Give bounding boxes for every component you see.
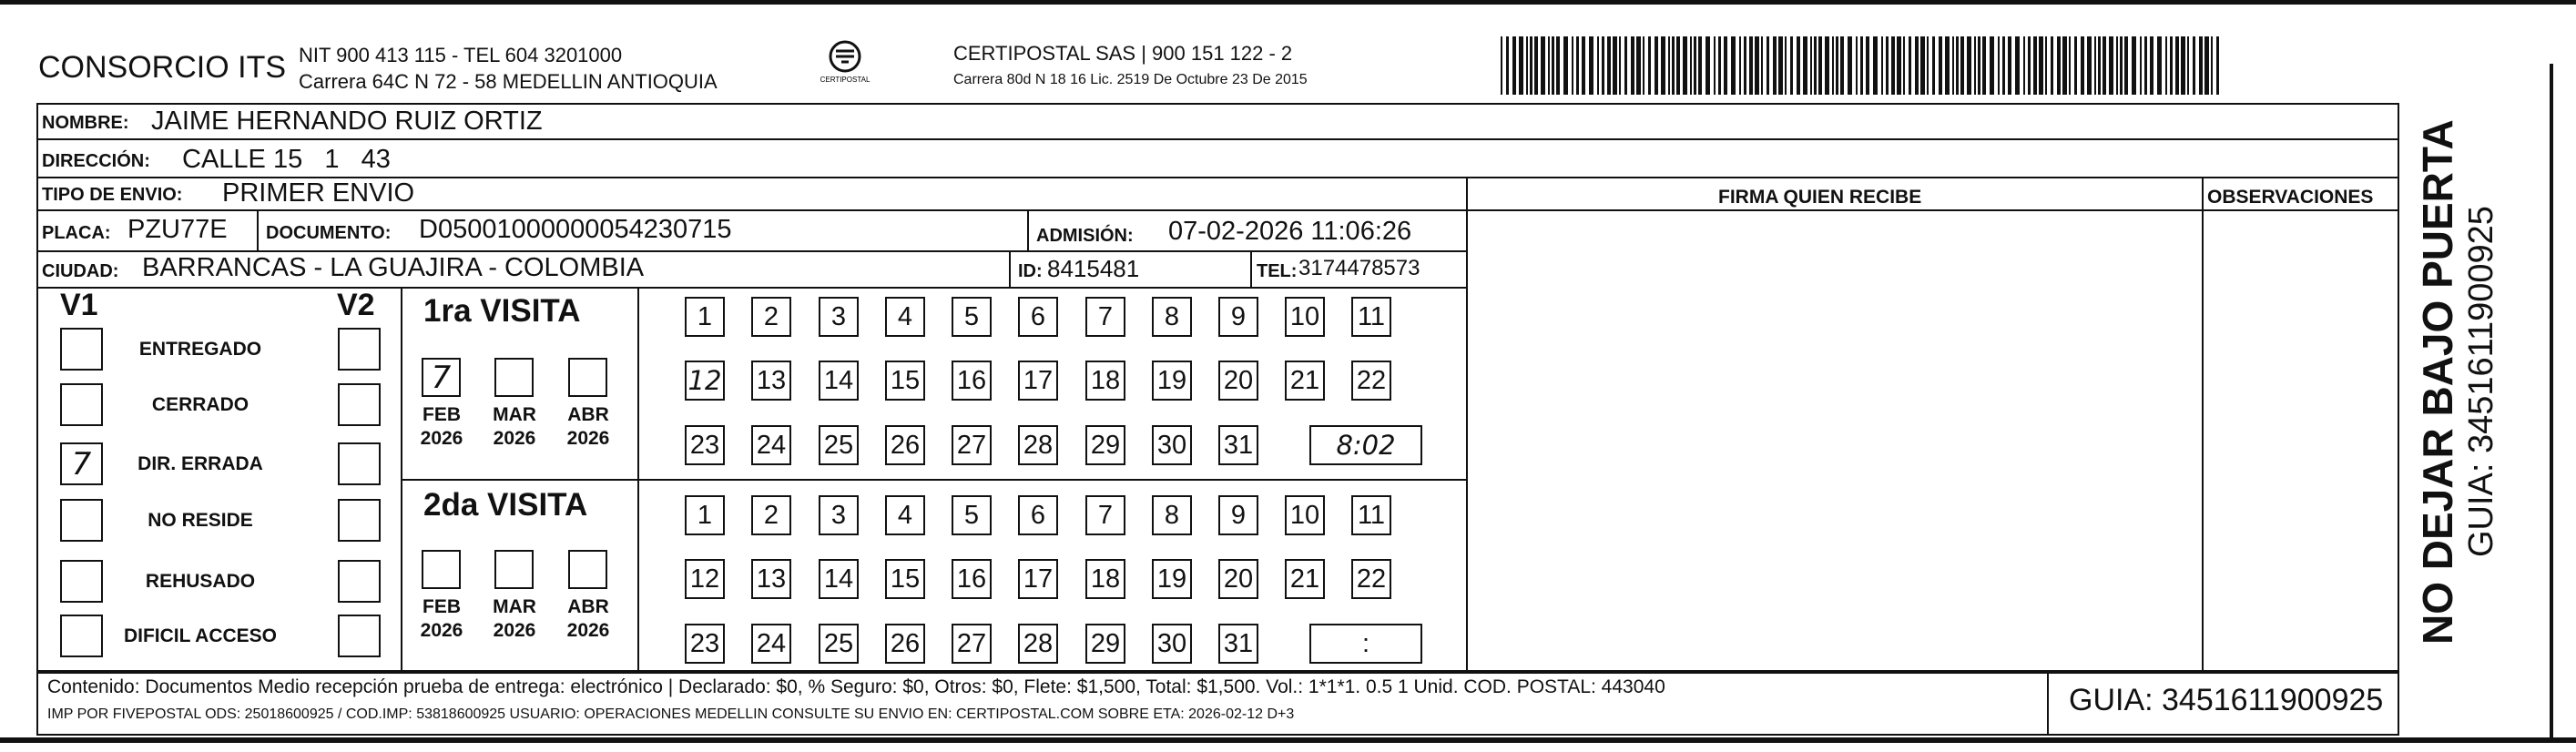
- barcode-bar: [1705, 36, 1710, 95]
- barcode-bar: [1690, 36, 1692, 95]
- barcode-bar: [1668, 36, 1670, 95]
- col-line: [257, 209, 259, 250]
- barcode-bar: [1881, 36, 1883, 95]
- barcode-bar: [2165, 36, 2167, 95]
- barcode-bar: [2062, 36, 2067, 95]
- barcode-bar: [2144, 36, 2147, 95]
- col-line: [1009, 250, 1011, 287]
- status-label: REHUSADO: [145, 571, 256, 592]
- observaciones-header: OBSERVACIONES: [2207, 187, 2374, 208]
- visit2-day: 16: [952, 559, 992, 599]
- barcode: [1501, 36, 2225, 95]
- barcode-bar: [1891, 36, 1895, 95]
- visit1-title: 1ra VISITA: [423, 293, 581, 329]
- v1-checkbox-marked: 7: [60, 442, 103, 485]
- visit2-day: 10: [1285, 495, 1325, 535]
- barcode-bar: [1602, 36, 1604, 95]
- barcode-bar: [2216, 36, 2219, 95]
- visit1-day: 16: [952, 361, 992, 401]
- barcode-bar: [2124, 36, 2128, 95]
- barcode-bar: [1848, 36, 1852, 95]
- barcode-bar: [1967, 36, 1971, 95]
- visit1-day: 5: [952, 297, 992, 337]
- certipostal-logo: [818, 38, 872, 91]
- visit2-month-label: MAR: [493, 596, 536, 617]
- visit2-day: 27: [952, 624, 992, 664]
- barcode-bar: [1790, 36, 1793, 95]
- visit1-day: 11: [1351, 297, 1391, 337]
- visit2-day: 9: [1218, 495, 1258, 535]
- barcode-bar: [1672, 36, 1675, 95]
- barcode-bar: [2193, 36, 2195, 95]
- barcode-bar: [1860, 36, 1863, 95]
- direccion-label: DIRECCIÓN:: [42, 151, 150, 171]
- top-border: [0, 0, 2576, 5]
- barcode-bar: [2211, 36, 2213, 95]
- barcode-bar: [1974, 36, 1976, 95]
- visit1-day: 2: [751, 297, 791, 337]
- barcode-bar: [1655, 36, 1658, 95]
- barcode-bar: [2116, 36, 2118, 95]
- admision-label: ADMISIÓN:: [1036, 226, 1134, 246]
- barcode-bar: [1661, 36, 1665, 95]
- barcode-bar: [1932, 36, 1935, 95]
- barcode-bar: [1648, 36, 1651, 95]
- barcode-bar: [1810, 36, 1812, 95]
- barcode-bar: [1836, 36, 1838, 95]
- barcode-bar: [2087, 36, 2092, 95]
- barcode-bar: [1915, 36, 1919, 95]
- barcode-bar: [2175, 36, 2179, 95]
- footer-guia: GUIA: 3451611900925: [2069, 683, 2384, 717]
- visit2-day: 15: [885, 559, 925, 599]
- visit2-day: 21: [1285, 559, 1325, 599]
- barcode-bar: [1582, 36, 1585, 95]
- id-value: 8415481: [1047, 255, 1140, 282]
- barcode-bar: [2170, 36, 2173, 95]
- barcode-bar: [1778, 36, 1783, 95]
- barcode-bar: [1832, 36, 1834, 95]
- company-address: Carrera 64C N 72 - 58 MEDELLIN ANTIOQUIA: [299, 70, 718, 93]
- firma-header: FIRMA QUIEN RECIBE: [1718, 187, 1922, 208]
- barcode-bar: [1556, 36, 1560, 95]
- barcode-bar: [1631, 36, 1634, 95]
- visit1-day: 18: [1085, 361, 1125, 401]
- barcode-bar: [2028, 36, 2031, 95]
- row-line: [36, 209, 1466, 211]
- nombre-value: JAIME HERNANDO RUIZ ORTIZ: [151, 107, 543, 136]
- barcode-bar: [1818, 36, 1822, 95]
- barcode-bar: [1636, 36, 1641, 95]
- barcode-bar: [2069, 36, 2071, 95]
- barcode-bar: [2074, 36, 2077, 95]
- barcode-bar: [1903, 36, 1905, 95]
- row-line: [36, 287, 1466, 289]
- row-line: [401, 479, 1466, 481]
- visit1-day: 31: [1218, 425, 1258, 465]
- visit1-day: 26: [885, 425, 925, 465]
- barcode-bar: [1698, 36, 1702, 95]
- visit1-month-year: 2026: [566, 428, 610, 449]
- barcode-bar: [2132, 36, 2136, 95]
- barcode-bar: [1873, 36, 1878, 95]
- barcode-bar: [1624, 36, 1627, 95]
- company-name: CONSORCIO ITS: [38, 50, 287, 85]
- col-line: [2202, 177, 2204, 672]
- barcode-bar: [1718, 36, 1721, 95]
- visit2-day: 18: [1085, 559, 1125, 599]
- visit1-day: 10: [1285, 297, 1325, 337]
- bottom-border: [0, 737, 2576, 743]
- visit1-day: 1: [685, 297, 725, 337]
- side-guia: GUIA: 3451611900925: [2462, 206, 2500, 557]
- visit1-month-year: 2026: [493, 428, 536, 449]
- visit2-day: 4: [885, 495, 925, 535]
- row-line: [36, 138, 2399, 140]
- barcode-bar: [2157, 36, 2162, 95]
- visit1-day: 17: [1018, 361, 1058, 401]
- barcode-bar: [1952, 36, 1954, 95]
- barcode-bar: [1563, 36, 1568, 95]
- visit1-month-box: 7: [422, 358, 461, 397]
- barcode-bar: [1886, 36, 1889, 95]
- barcode-bar: [1945, 36, 1950, 95]
- barcode-bar: [1731, 36, 1736, 95]
- barcode-bar: [2103, 36, 2106, 95]
- visit1-month-box: [494, 358, 534, 397]
- visit1-day: 24: [751, 425, 791, 465]
- barcode-bar: [1990, 36, 1994, 95]
- barcode-bar: [2150, 36, 2153, 95]
- barcode-bar: [1541, 36, 1545, 95]
- certipostal-line: CERTIPOSTAL SAS | 900 151 122 - 2: [953, 42, 1293, 65]
- barcode-bar: [1548, 36, 1550, 95]
- barcode-bar: [2057, 36, 2061, 95]
- visit2-day: 25: [819, 624, 859, 664]
- visit1-day: 28: [1018, 425, 1058, 465]
- barcode-bar: [1909, 36, 1911, 95]
- visit2-month-year: 2026: [420, 620, 463, 641]
- visit2-day: 14: [819, 559, 859, 599]
- barcode-bar: [2023, 36, 2025, 95]
- barcode-bar: [2140, 36, 2142, 95]
- status-label: ENTREGADO: [138, 339, 262, 360]
- company-info: [299, 42, 718, 95]
- barcode-bar: [1927, 36, 1929, 95]
- barcode-bar: [2204, 36, 2209, 95]
- barcode-bar: [1744, 36, 1746, 95]
- visit1-month-label: ABR: [567, 404, 609, 425]
- barcode-bar: [1519, 36, 1523, 95]
- visit1-day: 14: [819, 361, 859, 401]
- barcode-bar: [1856, 36, 1858, 95]
- barcode-bar: [1526, 36, 1528, 95]
- visit1-day: 25: [819, 425, 859, 465]
- barcode-bar: [1534, 36, 1538, 95]
- nombre-label: NOMBRE:: [42, 113, 129, 133]
- barcode-bar: [2120, 36, 2123, 95]
- visit1-day: 6: [1018, 297, 1058, 337]
- id-label: ID:: [1018, 261, 1043, 281]
- v1-header: V1: [60, 288, 98, 322]
- visit2-month-year: 2026: [566, 620, 610, 641]
- tipo-envio-label: TIPO DE ENVIO:: [42, 185, 183, 205]
- barcode-bar: [1613, 36, 1617, 95]
- visit2-day: 28: [1018, 624, 1058, 664]
- barcode-bar: [2081, 36, 2084, 95]
- barcode-bar: [2033, 36, 2037, 95]
- status-label: DIFICIL ACCESO: [123, 625, 277, 646]
- barcode-bar: [1825, 36, 1829, 95]
- barcode-bar: [2045, 36, 2047, 95]
- barcode-bar: [1683, 36, 1687, 95]
- barcode-bar: [2008, 36, 2011, 95]
- visit2-day: 1: [685, 495, 725, 535]
- barcode-bar: [1724, 36, 1727, 95]
- barcode-bar: [2109, 36, 2113, 95]
- tel-label: TEL:: [1257, 261, 1298, 281]
- footer-content-line: Contenido: Documentos Medio recepción prueba de entrega: electrónico | Declarado: $0, % Seguro: $0, Otros: $0, Flete: $1,500, Total: $1,500. Vol.: 1*1*1. 0.5 1 Unid. COD. POSTAL: 443040: [47, 676, 1665, 697]
- barcode-bar: [2051, 36, 2053, 95]
- barcode-bar: [1797, 36, 1800, 95]
- ciudad-value: BARRANCAS - LA GUAJIRA - COLOMBIA: [142, 253, 645, 282]
- visit2-day: 29: [1085, 624, 1125, 664]
- visit2-day: 7: [1085, 495, 1125, 535]
- barcode-bar: [2098, 36, 2101, 95]
- visit2-day: 6: [1018, 495, 1058, 535]
- visit2-day: 20: [1218, 559, 1258, 599]
- visit1-day: 15: [885, 361, 925, 401]
- barcode-bar: [1785, 36, 1787, 95]
- barcode-bar: [2187, 36, 2189, 95]
- barcode-bar: [1920, 36, 1925, 95]
- col-line: [2047, 672, 2049, 736]
- barcode-bar: [2039, 36, 2043, 95]
- barcode-bar: [1803, 36, 1807, 95]
- visit1-month-year: 2026: [420, 428, 463, 449]
- barcode-bar: [2002, 36, 2005, 95]
- visit2-day: 3: [819, 495, 859, 535]
- barcode-bar: [1676, 36, 1680, 95]
- visit1-time-box: 8:02: [1309, 425, 1422, 465]
- placa-value: PZU77E: [127, 215, 228, 244]
- barcode-bar: [1982, 36, 1986, 95]
- visit2-day: 2: [751, 495, 791, 535]
- visit2-day: 11: [1351, 495, 1391, 535]
- barcode-bar: [2015, 36, 2020, 95]
- visit2-day: 5: [952, 495, 992, 535]
- nit-line: NIT 900 413 115 - TEL 604 3201000: [299, 44, 623, 66]
- footer-imp-line: IMP POR FIVEPOSTAL ODS: 25018600925 / COD.IMP: 53818600925 USUARIO: OPERACIONES MEDELLIN CONSULTE SU ENVIO EN: CERTIPOSTAL.COM SOBRE ETA: 2026-02-12 D+3: [47, 706, 1295, 722]
- visit1-day: 30: [1152, 425, 1192, 465]
- tel-value: 3174478573: [1298, 256, 1420, 280]
- visit1-day: 21: [1285, 361, 1325, 401]
- visit1-day: 19: [1152, 361, 1192, 401]
- status-label: DIR. ERRADA: [137, 453, 263, 474]
- status-label: NO RESIDE: [148, 510, 253, 531]
- col-line: [1466, 177, 1468, 672]
- row-line: [1466, 209, 2399, 211]
- visit2-day: 13: [751, 559, 791, 599]
- visit1-day: 20: [1218, 361, 1258, 401]
- barcode-bar: [1512, 36, 1516, 95]
- visit2-day: 22: [1351, 559, 1391, 599]
- visit1-day: 23: [685, 425, 725, 465]
- visit1-month-label: FEB: [423, 404, 461, 425]
- ciudad-label: CIUDAD:: [42, 261, 119, 281]
- visit2-time-box: :: [1309, 624, 1422, 664]
- visit2-day: 31: [1218, 624, 1258, 664]
- visit1-day: 29: [1085, 425, 1125, 465]
- barcode-bar: [1714, 36, 1716, 95]
- documento-label: DOCUMENTO:: [266, 223, 392, 243]
- visit2-month-box: [568, 550, 607, 589]
- barcode-bar: [2199, 36, 2203, 95]
- visit1-day: 3: [819, 297, 859, 337]
- status-label: CERRADO: [151, 394, 249, 415]
- v2-header: V2: [337, 288, 375, 322]
- no-dejar-bajo-puerta: NO DEJAR BAJO PUERTA: [2414, 119, 2461, 645]
- visit2-month-year: 2026: [493, 620, 536, 641]
- visit2-day: 12: [685, 559, 725, 599]
- barcode-bar: [1506, 36, 1509, 95]
- barcode-bar: [1960, 36, 1964, 95]
- visit2-month-label: FEB: [423, 596, 461, 617]
- barcode-bar: [1998, 36, 2000, 95]
- barcode-bar: [1739, 36, 1741, 95]
- certipostal-address: Carrera 80d N 18 16 Lic. 2519 De Octubre 23 De 2015: [953, 72, 1308, 87]
- barcode-bar: [1619, 36, 1621, 95]
- visit1-month-label: MAR: [493, 404, 536, 425]
- barcode-bar: [1530, 36, 1532, 95]
- visit2-day: 19: [1152, 559, 1192, 599]
- visit1-day: 8: [1152, 297, 1192, 337]
- visit2-day: 17: [1018, 559, 1058, 599]
- placa-label: PLACA:: [42, 223, 111, 243]
- logo-text: CERTIPOSTAL: [820, 76, 871, 84]
- barcode-bar: [1597, 36, 1599, 95]
- visit1-month-box: [568, 358, 607, 397]
- visit1-day: 13: [751, 361, 791, 401]
- barcode-bar: [1501, 36, 1502, 95]
- visit1-day: 22: [1351, 361, 1391, 401]
- barcode-bar: [1840, 36, 1844, 95]
- barcode-bar: [1552, 36, 1554, 95]
- barcode-bar: [1749, 36, 1753, 95]
- barcode-bar: [1761, 36, 1763, 95]
- barcode-bar: [1755, 36, 1759, 95]
- col-line: [1027, 209, 1029, 250]
- direccion-value: CALLE 15 1 43: [182, 145, 391, 174]
- col-line: [1250, 250, 1252, 287]
- visit2-day: 24: [751, 624, 791, 664]
- barcode-bar: [1767, 36, 1769, 95]
- visit1-day: 9: [1218, 297, 1258, 337]
- barcode-bar: [1694, 36, 1696, 95]
- visit2-day: 23: [685, 624, 725, 664]
- barcode-bar: [1607, 36, 1611, 95]
- barcode-bar: [1978, 36, 1980, 95]
- visit2-month-box: [422, 550, 461, 589]
- visit1-day: 27: [952, 425, 992, 465]
- visit1-day: 4: [885, 297, 925, 337]
- barcode-bar: [1576, 36, 1579, 95]
- visit2-title: 2da VISITA: [423, 487, 588, 523]
- barcode-bar: [1814, 36, 1817, 95]
- visit2-day: 26: [885, 624, 925, 664]
- visit2-month-label: ABR: [567, 596, 609, 617]
- visit1-day: 7: [1085, 297, 1125, 337]
- admision-value: 07-02-2026 11:06:26: [1168, 217, 1412, 246]
- tipo-envio-value: PRIMER ENVIO: [222, 178, 415, 208]
- barcode-bar: [2181, 36, 2185, 95]
- barcode-bar: [1572, 36, 1573, 95]
- barcode-bar: [2094, 36, 2096, 95]
- barcode-bar: [1939, 36, 1942, 95]
- visit2-month-box: [494, 550, 534, 589]
- barcode-bar: [1866, 36, 1869, 95]
- barcode-bar: [1956, 36, 1959, 95]
- barcode-bar: [1589, 36, 1593, 95]
- right-border: [2550, 64, 2553, 737]
- visit1-day-marked: 12: [685, 361, 725, 401]
- barcode-bar: [1897, 36, 1901, 95]
- visit2-day: 30: [1152, 624, 1192, 664]
- visit2-day: 8: [1152, 495, 1192, 535]
- documento-value: D05001000000054230715: [419, 215, 732, 244]
- barcode-bar: [1773, 36, 1777, 95]
- barcode-bar: [1643, 36, 1644, 95]
